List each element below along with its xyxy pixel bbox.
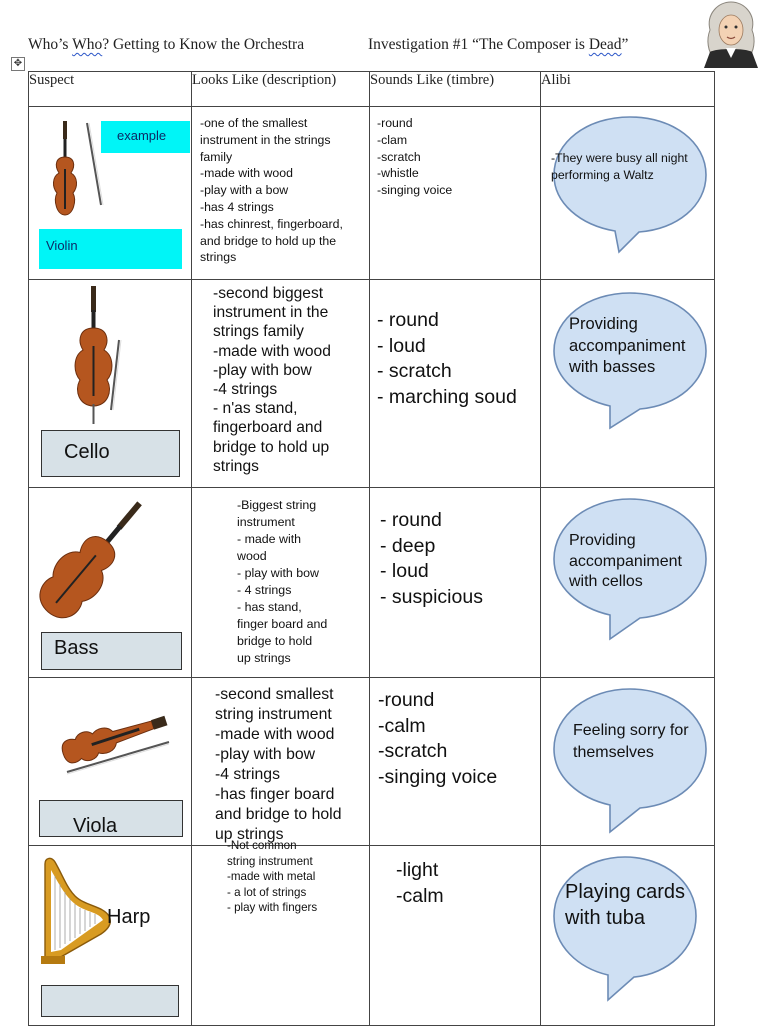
alibi-cell	[541, 280, 715, 488]
looks-like-cell	[192, 280, 370, 488]
suspect-name-label: Harp	[107, 906, 151, 928]
composer-portrait-icon	[700, 0, 762, 68]
table-move-handle-icon[interactable]: ✥	[11, 57, 25, 71]
alibi-cell	[541, 846, 715, 1026]
speech-bubble-icon	[549, 114, 711, 254]
viola-icon	[51, 700, 175, 776]
sounds-like-cell	[370, 846, 541, 1026]
sounds-like-cell	[370, 488, 541, 678]
bass-icon	[37, 496, 147, 624]
alibi-cell	[541, 107, 715, 280]
looks-like-cell	[192, 678, 370, 846]
suspect-name-label: Violin	[39, 229, 182, 269]
table-row	[29, 678, 715, 846]
table-row	[29, 488, 715, 678]
sounds-like-text: - round - loud - scratch - marching soud	[377, 309, 517, 408]
sounds-like-text: - round - deep - loud - suspicious	[380, 509, 483, 608]
suspect-name-label: Cello	[41, 430, 180, 477]
table-row	[29, 107, 715, 280]
suspect-cell	[29, 280, 192, 488]
suspect-table	[28, 71, 715, 1026]
suspect-cell	[29, 678, 192, 846]
alibi-text: Providing accompaniment with basses	[569, 315, 686, 377]
looks-like-text: -Biggest string instrument - made with wood - play with bow - 4 strings - has stand, finger board and bridge to hold up strings	[237, 498, 328, 665]
looks-like-cell	[192, 107, 370, 280]
alibi-cell	[541, 488, 715, 678]
table-row	[29, 846, 715, 1026]
looks-like-text: -second smallest string instrument -made with wood -play with bow -4 strings -has finger board and bridge to hold up strings	[215, 686, 342, 843]
header-row	[29, 72, 715, 107]
suspect-cell	[29, 488, 192, 678]
looks-like-text: -second biggest instrument in the strings family -made with wood -play with bow -4 strings - n'as stand, fingerboard and bridge to hold up strings	[213, 285, 331, 475]
col-header-suspect: Suspect	[29, 72, 192, 107]
suspect-name-label: Viola	[39, 800, 183, 837]
suspect-cell	[29, 846, 192, 1026]
suspect-name-label: Bass	[41, 632, 182, 670]
alibi-text: Playing cards with tuba	[565, 881, 686, 929]
sounds-like-text: -light -calm	[396, 859, 444, 907]
harp-icon	[37, 854, 117, 966]
empty-label-box	[41, 985, 179, 1017]
looks-like-cell	[192, 488, 370, 678]
cello-icon	[69, 286, 133, 426]
alibi-text: Feeling sorry for themselves	[573, 722, 689, 761]
col-header-alibi: Alibi	[541, 72, 715, 107]
looks-like-text: -one of the smallest instrument in the strings family -made with wood -play with a bow -has 4 strings -has chinrest, fingerboard, and bridge to hold up the strings	[200, 116, 343, 265]
sounds-like-cell	[370, 678, 541, 846]
col-header-looks-like: Looks Like (description)	[192, 72, 370, 107]
table-row	[29, 280, 715, 488]
sounds-like-text: -round -clam -scratch -whistle -singing voice	[377, 116, 453, 198]
looks-like-text: -Not common string instrument -made with metal - a lot of strings - play with fingers	[227, 839, 318, 914]
investigation-title: Investigation #1 “The Composer is Dead”	[368, 36, 629, 53]
col-header-sounds-like: Sounds Like (timbre)	[370, 72, 541, 107]
alibi-text: -They were busy all night performing a Waltz	[551, 151, 688, 182]
looks-like-cell	[192, 839, 370, 1026]
sounds-like-cell	[370, 280, 541, 488]
example-tag: example	[101, 121, 190, 153]
sounds-like-cell	[370, 107, 541, 280]
worksheet-title: Who’s Who? Getting to Know the Orchestra	[28, 36, 305, 53]
alibi-text: Providing accompaniment with cellos	[569, 532, 682, 591]
suspect-cell	[29, 107, 192, 280]
alibi-cell	[541, 678, 715, 846]
sounds-like-text: -round -calm -scratch -singing voice	[378, 689, 498, 788]
